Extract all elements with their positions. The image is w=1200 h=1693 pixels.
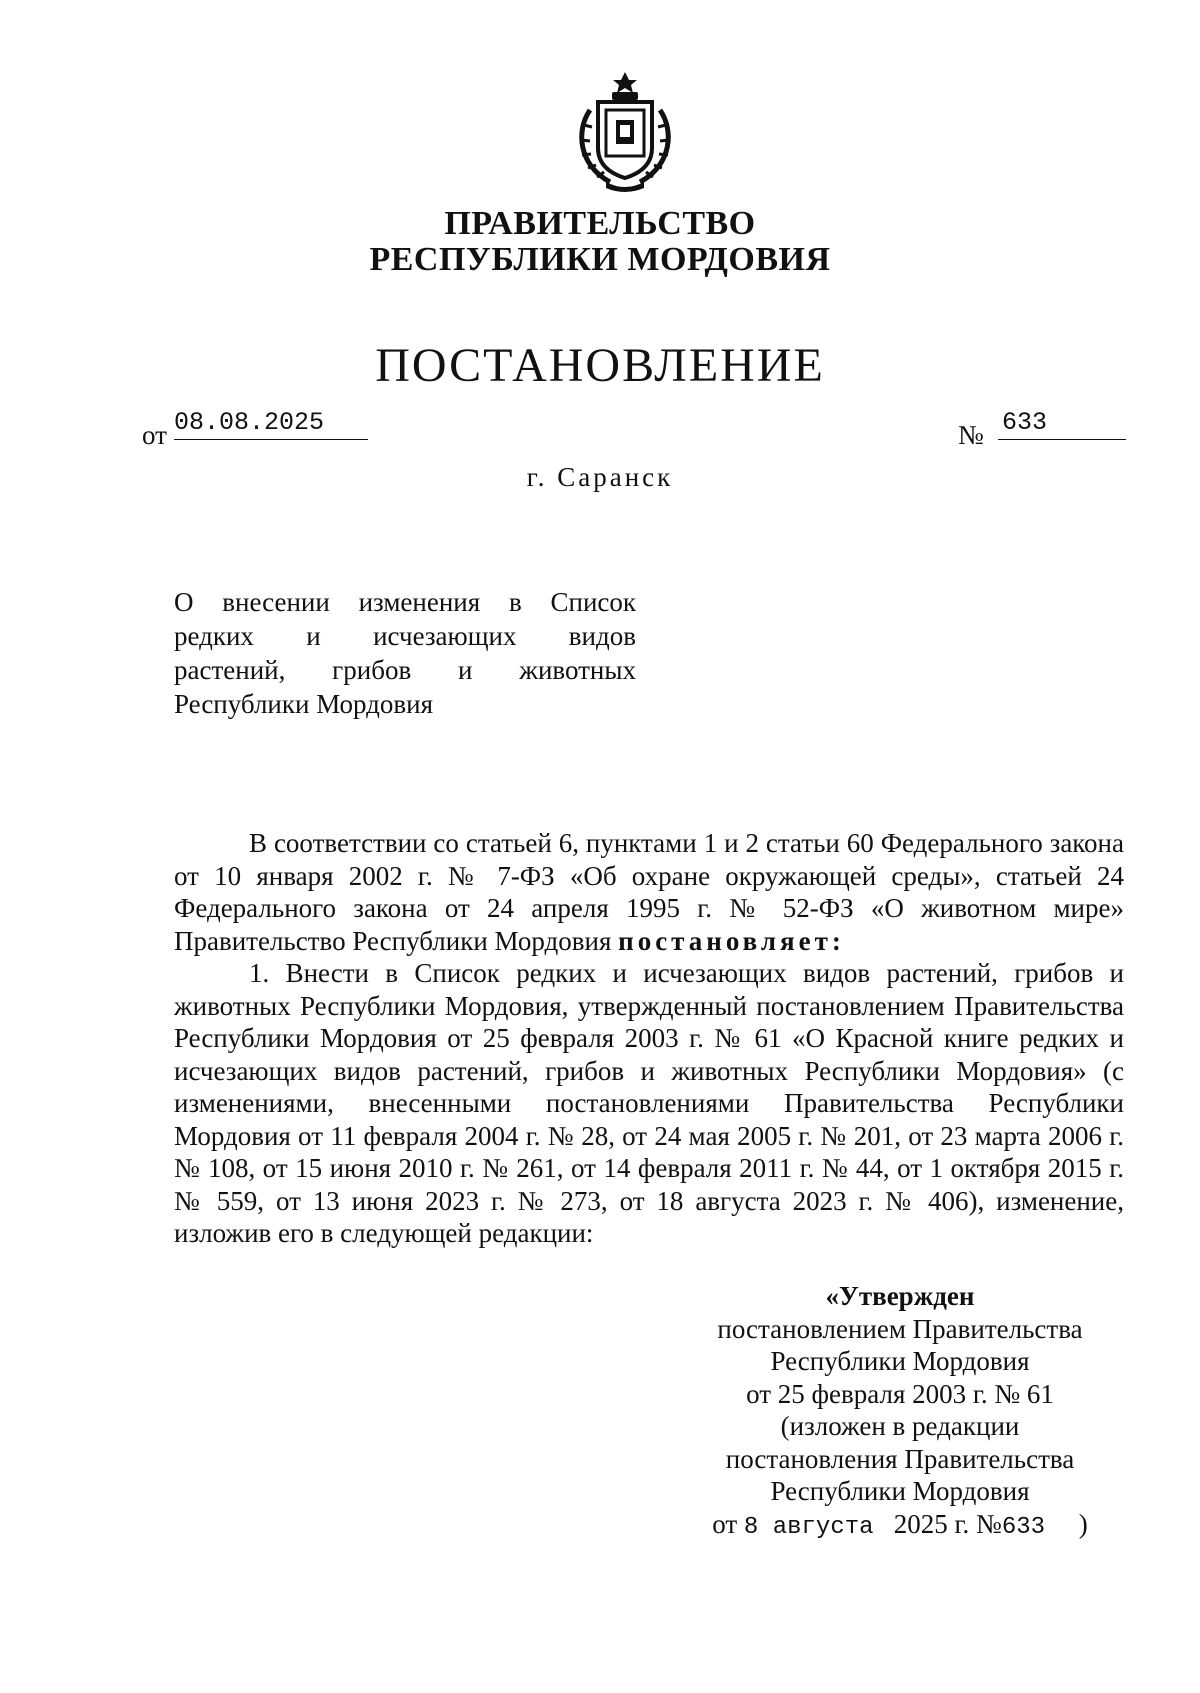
approval-line: от 25 февраля 2003 г. № 61: [746, 1378, 1054, 1409]
body-paragraph-item-1: 1. Внести в Список редких и исчезающих видов растений, грибов и животных Республики Мордовия, утвержденный постановлением Правительства Республики Мордовия от 25 февраля 2003 г. № 61 «О Красной книге редких и исчезающих видов растений, грибов и животных Республики Мордовия» (с изменениями, внесенными постановлениями Правительства Республики Мордовия от 11 февраля 2004 г. № 28, от 24 мая 2005 г. № 201, от 23 марта 2006 г. № 108, от 15 июня 2010 г. № 261, от 14 февраля 2011 г. № 44, от 1 октября 2015 г. № 559, от 13 июня 2023 г. № 273, от 18 августа 2023 г. № 406), изменение, изложив его в следующей редакции:: [174, 958, 1124, 1248]
preamble-text: В соответствии со статьей 6, пунктами 1 и 2 статьи 60 Федерального закона от 10 января 2002 г. № 7-ФЗ «Об охране окружающей среды», статьей 24 Федерального закона от 24 апреля 1995 г. № 52-ФЗ «О животном мире» Правительство Республики Мордовия: [174, 828, 1124, 956]
number-label: №: [958, 420, 984, 450]
subject-line: Республики Мордовия: [174, 689, 434, 719]
number-value: 633: [1002, 408, 1048, 437]
subject-line: растений, грибов и животных: [174, 655, 636, 685]
date-underline: [174, 439, 368, 440]
coat-of-arms-icon: [570, 70, 680, 195]
approval-signature-line: [690, 1508, 1110, 1545]
approval-line: постановления Правительства: [725, 1443, 1075, 1474]
subject-line: редких и исчезающих видов: [174, 621, 636, 651]
approval-line: (изложен в редакции: [780, 1411, 1020, 1441]
document-subject: [174, 585, 636, 721]
approval-block: [690, 1280, 1110, 1544]
org-name-line-1: ПРАВИТЕЛЬСТВО: [444, 205, 756, 242]
number-underline: [998, 439, 1126, 440]
approval-line: Республики Мордовия: [770, 1346, 1030, 1376]
city-name: г. Саранск: [526, 462, 674, 492]
document-body: [174, 827, 1124, 1250]
date-label: от: [142, 420, 167, 450]
date-field: [142, 408, 372, 450]
approval-line: постановлением Правительства: [717, 1313, 1083, 1344]
sig-day-month: 8 августа: [743, 1513, 874, 1541]
approval-title: «Утвержден: [825, 1281, 975, 1311]
number-field: [958, 408, 1128, 450]
decree-word: постановляет:: [618, 925, 845, 956]
approval-line: Республики Мордовия: [770, 1476, 1030, 1506]
body-paragraph-preamble: [174, 827, 1124, 957]
document-type-title: ПОСТАНОВЛЕНИЕ: [375, 339, 825, 392]
sig-close-paren: ): [1078, 1508, 1088, 1539]
subject-line: О внесении изменения в Список: [174, 587, 636, 617]
date-value: 08.08.2025: [174, 408, 325, 437]
sig-year: 2025 г. №: [893, 1508, 1002, 1539]
sig-prefix: от: [712, 1508, 738, 1539]
org-name-line-2: РЕСПУБЛИКИ МОРДОВИЯ: [369, 241, 831, 278]
sig-number: 633: [1001, 1513, 1046, 1541]
